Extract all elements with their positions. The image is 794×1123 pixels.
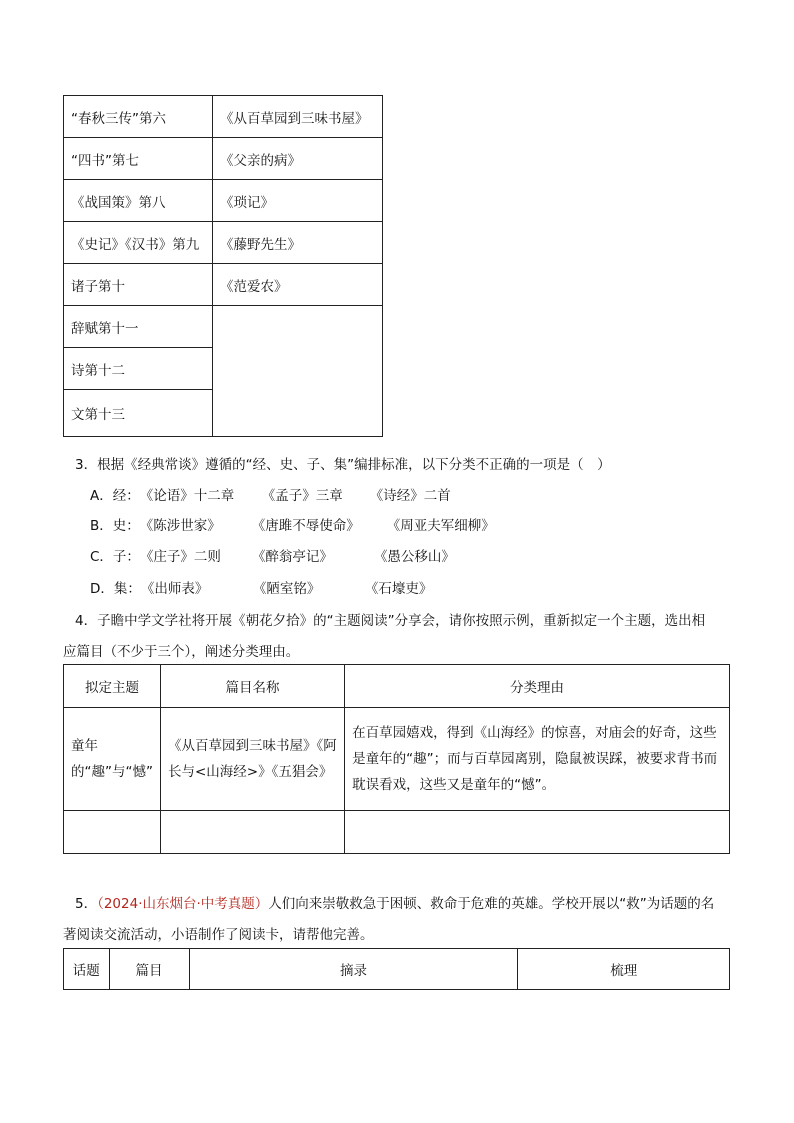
option-item: 《庄子》二则 (139, 549, 221, 565)
option-item: 《论语》十二章 (139, 488, 235, 504)
option-item: 《醉翁亭记》 (251, 549, 333, 565)
example-works: 《从百草园到三味书屋》《阿长与<山海经>》《五猖会》 (160, 708, 344, 811)
option-item: 《陈涉世家》 (139, 518, 221, 534)
table-cell: “春秋三传”第六 (64, 96, 213, 138)
option-label: D．集： (90, 581, 141, 597)
question-4-stem-line1: 4．子瞻中学文学社将开展《朝花夕拾》的“主题阅读”分享会，请你按照示例，重新拟定一个主题，选出相 (75, 613, 706, 629)
table-cell: 《父亲的病》 (213, 138, 383, 180)
header-cell: 话题 (64, 949, 110, 990)
answer-reason-cell[interactable] (345, 811, 730, 854)
option-item: 《石壕吏》 (364, 581, 433, 597)
question-text: 人们向来崇敬救急于困顿、救命于危难的英雄。学校开展以“救”为话题的名 (268, 896, 715, 912)
option-item: 《出师表》 (140, 581, 209, 597)
table-cell: 《范爱农》 (213, 264, 383, 306)
answer-theme-cell[interactable] (64, 811, 161, 854)
table-cell: “四书”第七 (64, 138, 213, 180)
theme-reading-table (63, 664, 730, 854)
header-cell: 篇目名称 (160, 665, 344, 708)
table-cell: 诗第十二 (64, 348, 213, 390)
header-cell: 篇目 (109, 949, 189, 990)
option-a (90, 484, 451, 504)
table-cell: 文第十三 (64, 390, 213, 437)
option-label: A．经： (90, 488, 140, 504)
option-label: C．子： (90, 549, 140, 565)
reading-card-table (63, 948, 730, 990)
table-cell: 《从百草园到三味书屋》 (213, 96, 383, 138)
option-d (90, 577, 432, 597)
option-item: 《唐雎不辱使命》 (251, 518, 360, 534)
header-cell: 拟定主题 (64, 665, 161, 708)
option-item: 《陋室铭》 (252, 581, 321, 597)
question-5-stem-line2: 著阅读交流活动，小语制作了阅读卡，请帮他完善。 (63, 927, 374, 943)
question-5-stem-line1 (75, 892, 714, 912)
catalog-table (63, 95, 383, 437)
table-cell: 《藤野先生》 (213, 222, 383, 264)
question-number: 5． (75, 896, 98, 912)
question-4-stem-line2: 应篇目（不少于三个），阐述分类理由。 (63, 644, 300, 660)
table-cell: 《琐记》 (213, 180, 383, 222)
option-label: B．史： (90, 518, 140, 534)
answer-works-cell[interactable] (160, 811, 344, 854)
option-item: 《孟子》三章 (261, 488, 343, 504)
header-cell: 分类理由 (345, 665, 730, 708)
table-cell: 辞赋第十一 (64, 306, 213, 348)
empty-merged-cell (213, 306, 383, 437)
question-source: （2024·山东烟台·中考真题） (97, 896, 269, 912)
table-cell: 《战国策》第八 (64, 180, 213, 222)
option-item: 《愚公移山》 (373, 549, 455, 565)
header-cell: 摘录 (189, 949, 518, 990)
option-b (90, 514, 495, 534)
table-cell: 诸子第十 (64, 264, 213, 306)
question-3-stem: 3．根据《经典常谈》遵循的“经、史、子、集”编排标准，以下分类不正确的一项是（ ） (75, 457, 611, 473)
option-c (90, 545, 455, 565)
example-theme: 童年的“趣”与“憾” (64, 708, 161, 811)
table-cell: 《史记》《汉书》第九 (64, 222, 213, 264)
example-reason: 在百草园嬉戏，得到《山海经》的惊喜，对庙会的好奇，这些是童年的“趣”；而与百草园离别，隐鼠被误踩，被要求背书而耽误看戏，这些又是童年的“憾”。 (345, 708, 730, 811)
option-item: 《周亚夫军细柳》 (386, 518, 495, 534)
option-item: 《诗经》二首 (369, 488, 451, 504)
header-cell: 梳理 (518, 949, 730, 990)
